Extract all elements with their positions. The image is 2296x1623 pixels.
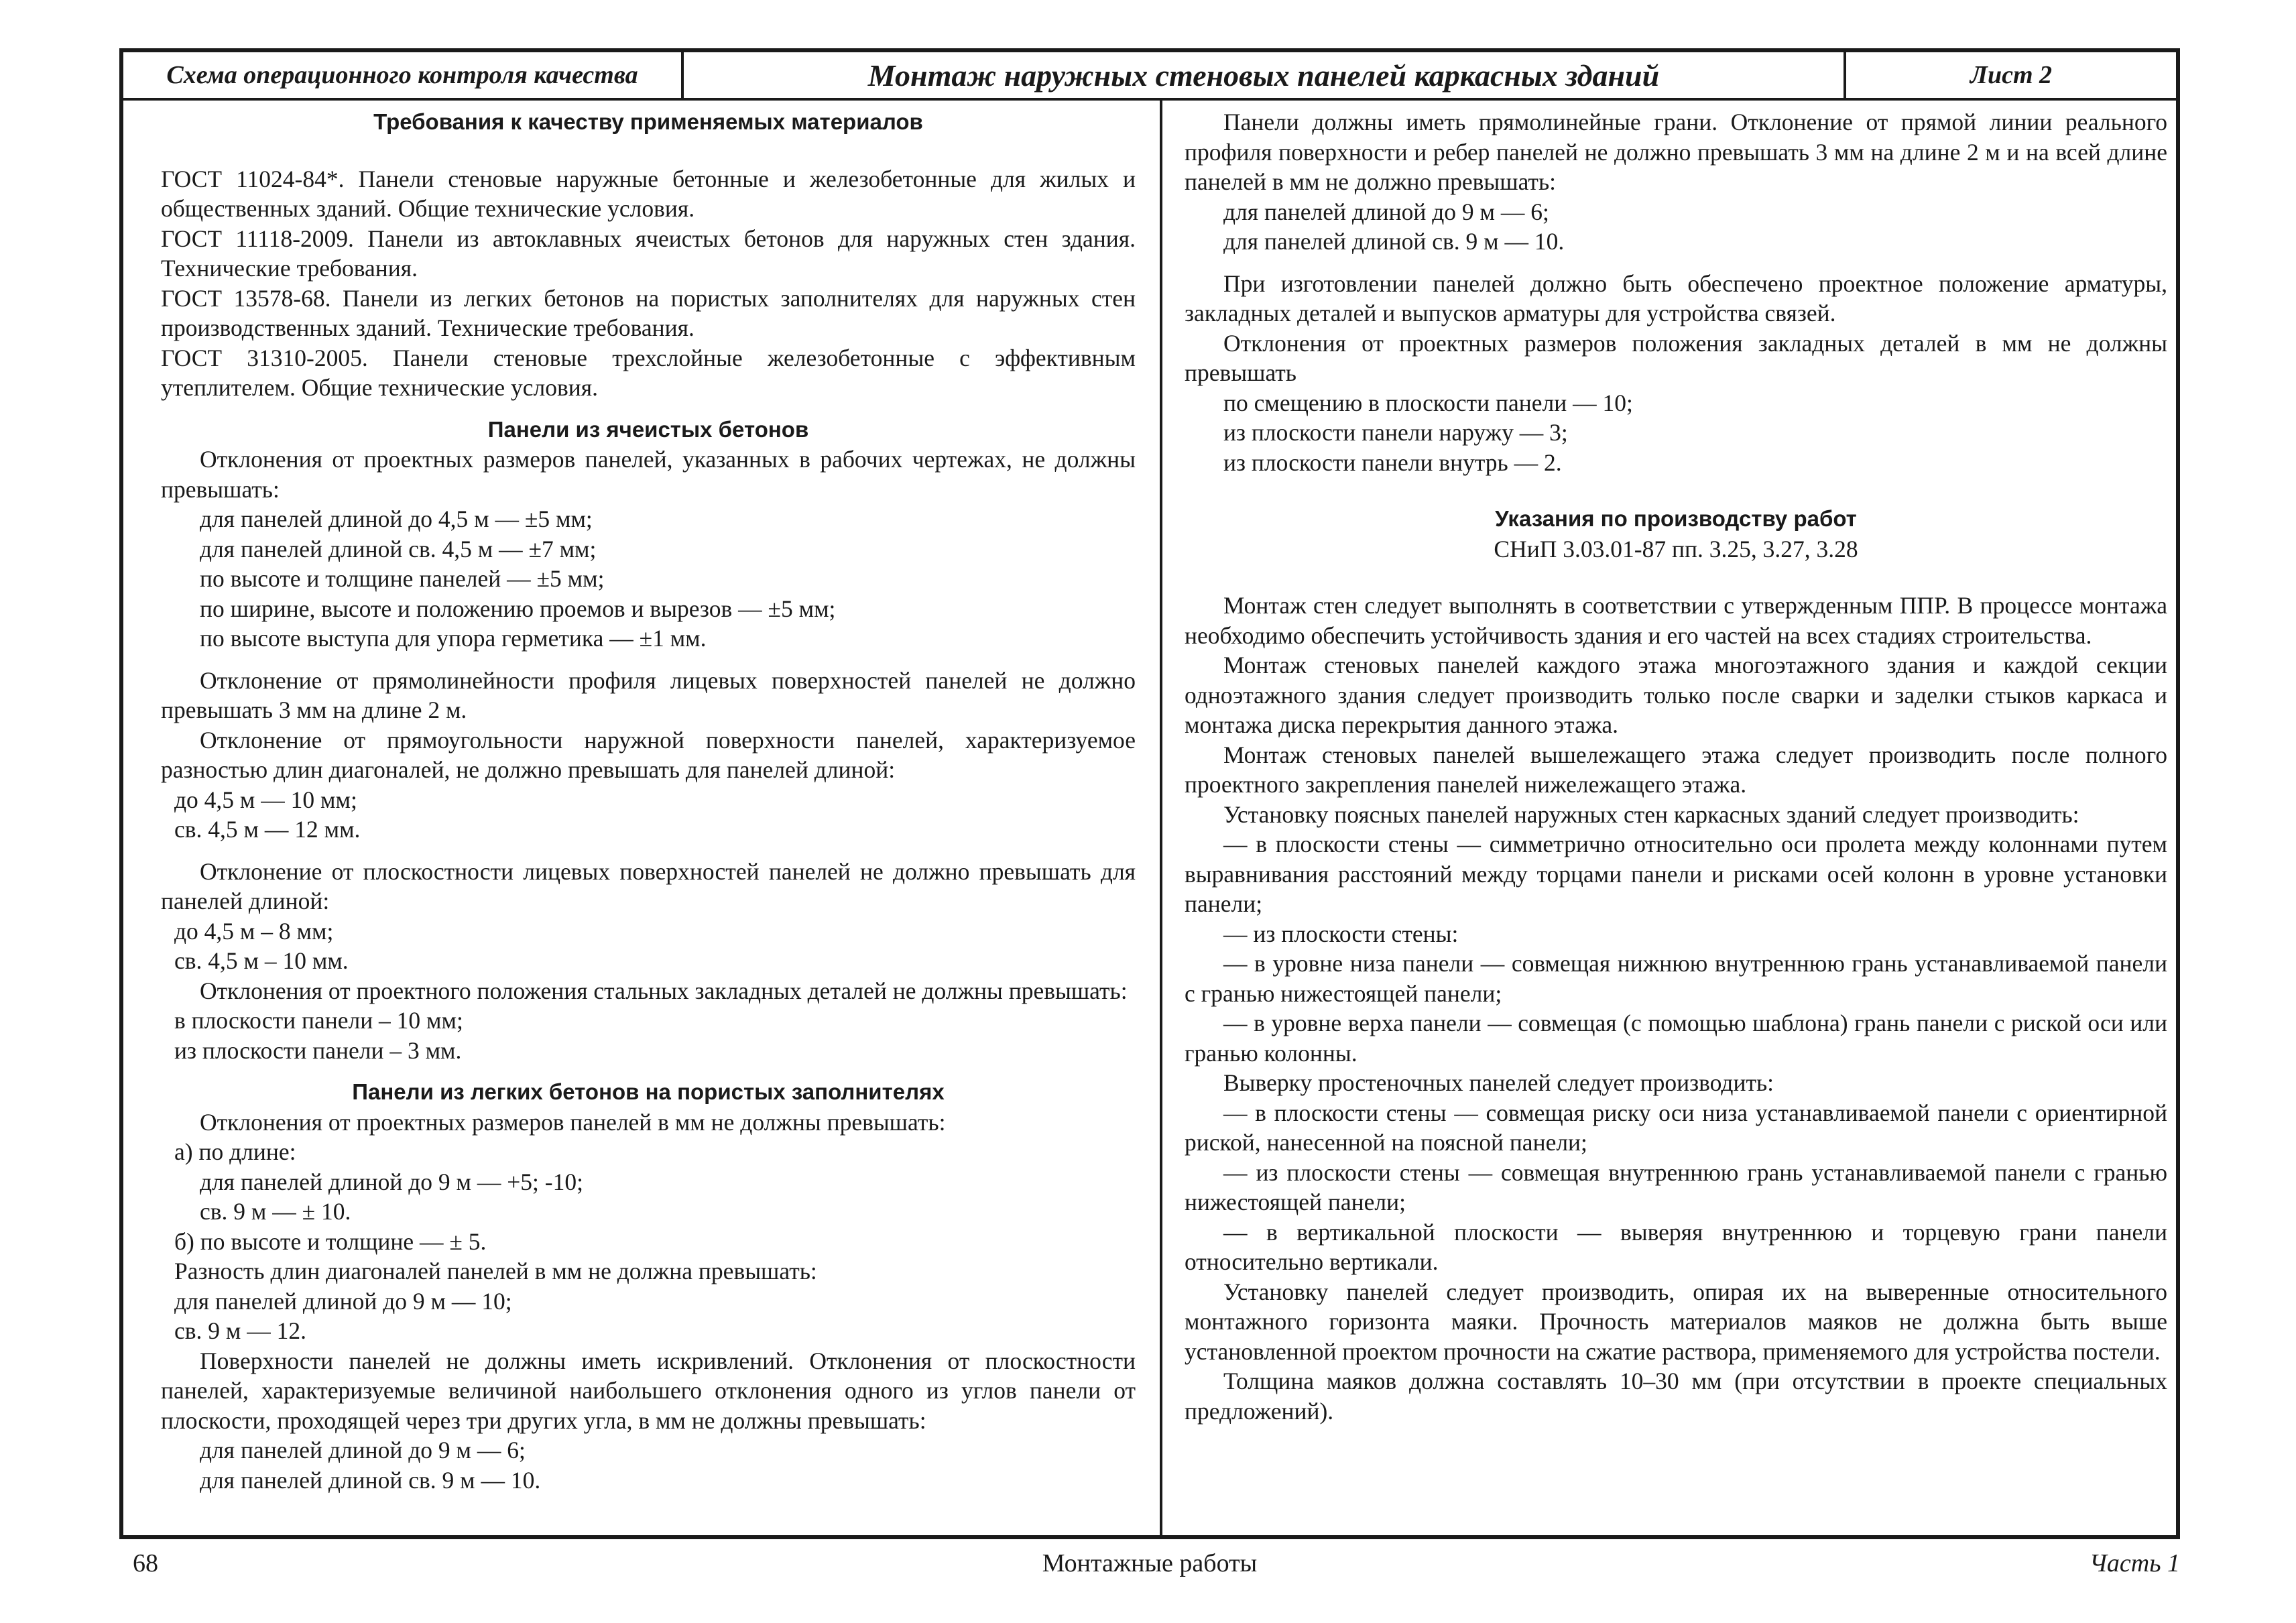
paragraph: Панели должны иметь прямолинейные грани. Отклонение от прямой линии реального профиля поверхности и ребер панелей не должно превышать 3 мм на длине 2 м и на всей длине панелей в мм не должно превышать:: [1185, 109, 2167, 195]
list-item: до 4,5 м – 8 мм;: [174, 917, 334, 945]
footer-section-title: Монтажные работы: [1042, 1549, 1258, 1577]
paragraph: Отклонение от плоскостности лицевых поверхностей панелей не должно превышать для панелей длиной:: [161, 857, 1136, 914]
page-number: 68: [133, 1549, 158, 1577]
list-item: для панелей длиной св. 9 м — 10.: [1223, 228, 1565, 255]
paragraph: Установку поясных панелей наружных стен каркасных зданий следует производить:: [1223, 800, 2079, 828]
gost-item: ГОСТ 11024-84*. Панели стеновые наружные бетонные и железобетонные для жилых и общественных зданий. Общие технические условия.: [161, 165, 1136, 222]
paragraph: Отклонение от прямоугольности наружной поверхности панелей, характеризуемое разностью длин диагоналей, не должно превышать для панелей длиной:: [161, 726, 1136, 783]
list-item: для панелей длиной до 9 м — 6;: [200, 1437, 526, 1463]
paragraph: Отклонения от проектных размеров панелей в мм не должны превышать:: [200, 1108, 946, 1136]
paragraph: Выверку простеночных панелей следует производить:: [1223, 1069, 1774, 1096]
list-item: а) по длине:: [174, 1138, 296, 1165]
gost-item: ГОСТ 31310-2005. Панели стеновые трехслойные железобетонные с эффективным утеплителем. Общие технические условия.: [161, 344, 1136, 401]
header-main-title: Монтаж наружных стеновых панелей каркасных зданий: [684, 52, 1846, 98]
header-sheet-number: Лист 2: [1970, 61, 2053, 89]
left-column: [161, 107, 1136, 1528]
list-item: по высоте и толщине панелей — ±5 мм;: [200, 565, 605, 592]
paragraph: — в уровне верха панели — совмещая (с помощью шаблона) грань панели с риской оси или гранью колонны.: [1185, 1010, 2167, 1067]
paragraph: Поверхности панелей не должны иметь искривлений. Отклонения от плоскостности панелей, характеризуемые величиной наибольшего отклонения одного из углов панели от плоскости, проходящей через три других угла, в мм не должны превышать:: [161, 1347, 1136, 1434]
list-item: из плоскости панели – 3 мм.: [174, 1036, 462, 1064]
list-item: св. 4,5 м — 12 мм.: [174, 816, 361, 843]
list-item: св. 9 м — ± 10.: [200, 1198, 351, 1225]
header-scheme-title: Схема операционного контроля качества: [123, 52, 684, 98]
list-item: для панелей длиной до 9 м — 6;: [1223, 198, 1549, 225]
paragraph: — из плоскости стены:: [1223, 920, 1459, 947]
list-item: св. 4,5 м – 10 мм.: [174, 947, 349, 974]
paragraph: Отклонения от проектных размеров панелей, указанных в рабочих чертежах, не должны превышать:: [161, 446, 1136, 503]
paragraph: При изготовлении панелей должно быть обеспечено проектное положение арматуры, закладных деталей и выпусков арматуры для устройства связей.: [1185, 269, 2167, 326]
paragraph: — в плоскости стены — совмещая риску оси низа устанавливаемой панели с ориентирной риской, нанесенной на поясной панели;: [1185, 1099, 2167, 1156]
paragraph: Разность длин диагоналей панелей в мм не должна превышать:: [174, 1258, 817, 1284]
list-item: по смещению в плоскости панели — 10;: [1223, 389, 1633, 416]
list-item: из плоскости панели внутрь — 2.: [1223, 448, 1562, 476]
paragraph: Монтаж стеновых панелей вышележащего этажа следует производить после полного проектного закрепления панелей нижележащего этажа.: [1185, 741, 2167, 798]
page-footer: [119, 1549, 2180, 1589]
paragraph: Отклонение от прямолинейности профиля лицевых поверхностей панелей не должно превышать 3 мм на длине 2 м.: [161, 666, 1136, 723]
list-item: до 4,5 м — 10 мм;: [174, 786, 357, 813]
list-item: св. 9 м — 12.: [174, 1317, 306, 1344]
section-heading: Указания по производству работ: [1495, 506, 1857, 531]
footer-part: Часть 1: [2089, 1549, 2180, 1577]
list-item: б) по высоте и толщине — ± 5.: [174, 1227, 487, 1255]
paragraph: — в вертикальной плоскости — выверяя внутреннюю и торцевую грани панели относительно вертикали.: [1185, 1218, 2167, 1275]
list-item: для панелей длиной до 9 м — 10;: [174, 1287, 512, 1315]
gost-item: ГОСТ 11118-2009. Панели из автоклавных ячеистых бетонов для наружных стен здания. Технические требования.: [161, 225, 1136, 282]
right-column: [1185, 107, 2167, 1528]
list-item: для панелей длиной до 9 м — +5; -10;: [200, 1168, 583, 1195]
paragraph: Толщина маяков должна составлять 10–30 мм (при отсутствии в проекте специальных предложений).: [1185, 1368, 2167, 1425]
list-item: для панелей длиной св. 9 м — 10.: [200, 1466, 541, 1494]
paragraph: Установку панелей следует производить, опирая их на выверенные относительного монтажного горизонта маяки. Прочность материалов маяков не должна быть выше установленной проектом прочности на сжатие раствора, применяемого для устройства постели.: [1185, 1278, 2167, 1365]
section-subheading: СНиП 3.03.01-87 пп. 3.25, 3.27, 3.28: [1494, 535, 1858, 562]
section-heading: Требования к качеству применяемых материалов: [373, 109, 923, 134]
paragraph: Отклонения от проектного положения стальных закладных деталей не должны превышать:: [200, 977, 1128, 1004]
list-item: для панелей длиной св. 4,5 м — ±7 мм;: [200, 535, 597, 562]
paragraph: Отклонения от проектных размеров положения закладных деталей в мм не должны превышать: [1185, 329, 2167, 386]
column-divider: [1160, 101, 1162, 1535]
gost-item: ГОСТ 13578-68. Панели из легких бетонов на пористых заполнителях для наружных стен производственных зданий. Технические требования.: [161, 284, 1136, 341]
header-table: [123, 52, 2176, 101]
list-item: из плоскости панели наружу — 3;: [1223, 419, 1568, 446]
paragraph: — в уровне низа панели — совмещая нижнюю внутреннюю грань устанавливаемой панели с гранью нижестоящей панели;: [1185, 950, 2167, 1007]
list-item: по ширине, высоте и положению проемов и вырезов — ±5 мм;: [200, 595, 836, 622]
paragraph: Монтаж стен следует выполнять в соответствии с утвержденным ППР. В процессе монтажа необходимо обеспечить устойчивость здания и его частей на всех стадиях строительства.: [1185, 592, 2167, 649]
paragraph: — из плоскости стены — совмещая внутреннюю грань устанавливаемой панели с гранью нижестоящей панели;: [1185, 1158, 2167, 1215]
paragraph: Монтаж стеновых панелей каждого этажа многоэтажного здания и каждой секции одноэтажного здания следует производить только после сварки и заделки стыков каркаса и монтажа диска перекрытия данного этажа.: [1185, 652, 2167, 738]
list-item: по высоте выступа для упора герметика — ±1 мм.: [200, 625, 707, 652]
list-item: в плоскости панели – 10 мм;: [174, 1007, 463, 1034]
list-item: для панелей длиной до 4,5 м — ±5 мм;: [200, 505, 593, 532]
page-frame: [119, 48, 2180, 1539]
section-heading: Панели из легких бетонов на пористых заполнителях: [352, 1079, 945, 1104]
section-heading: Панели из ячеистых бетонов: [487, 416, 809, 442]
paragraph: — в плоскости стены — симметрично относительно оси пролета между колоннами путем выравнивания расстояний между торцами панели и рисками осей колонн в уровне установки панели;: [1185, 831, 2167, 917]
